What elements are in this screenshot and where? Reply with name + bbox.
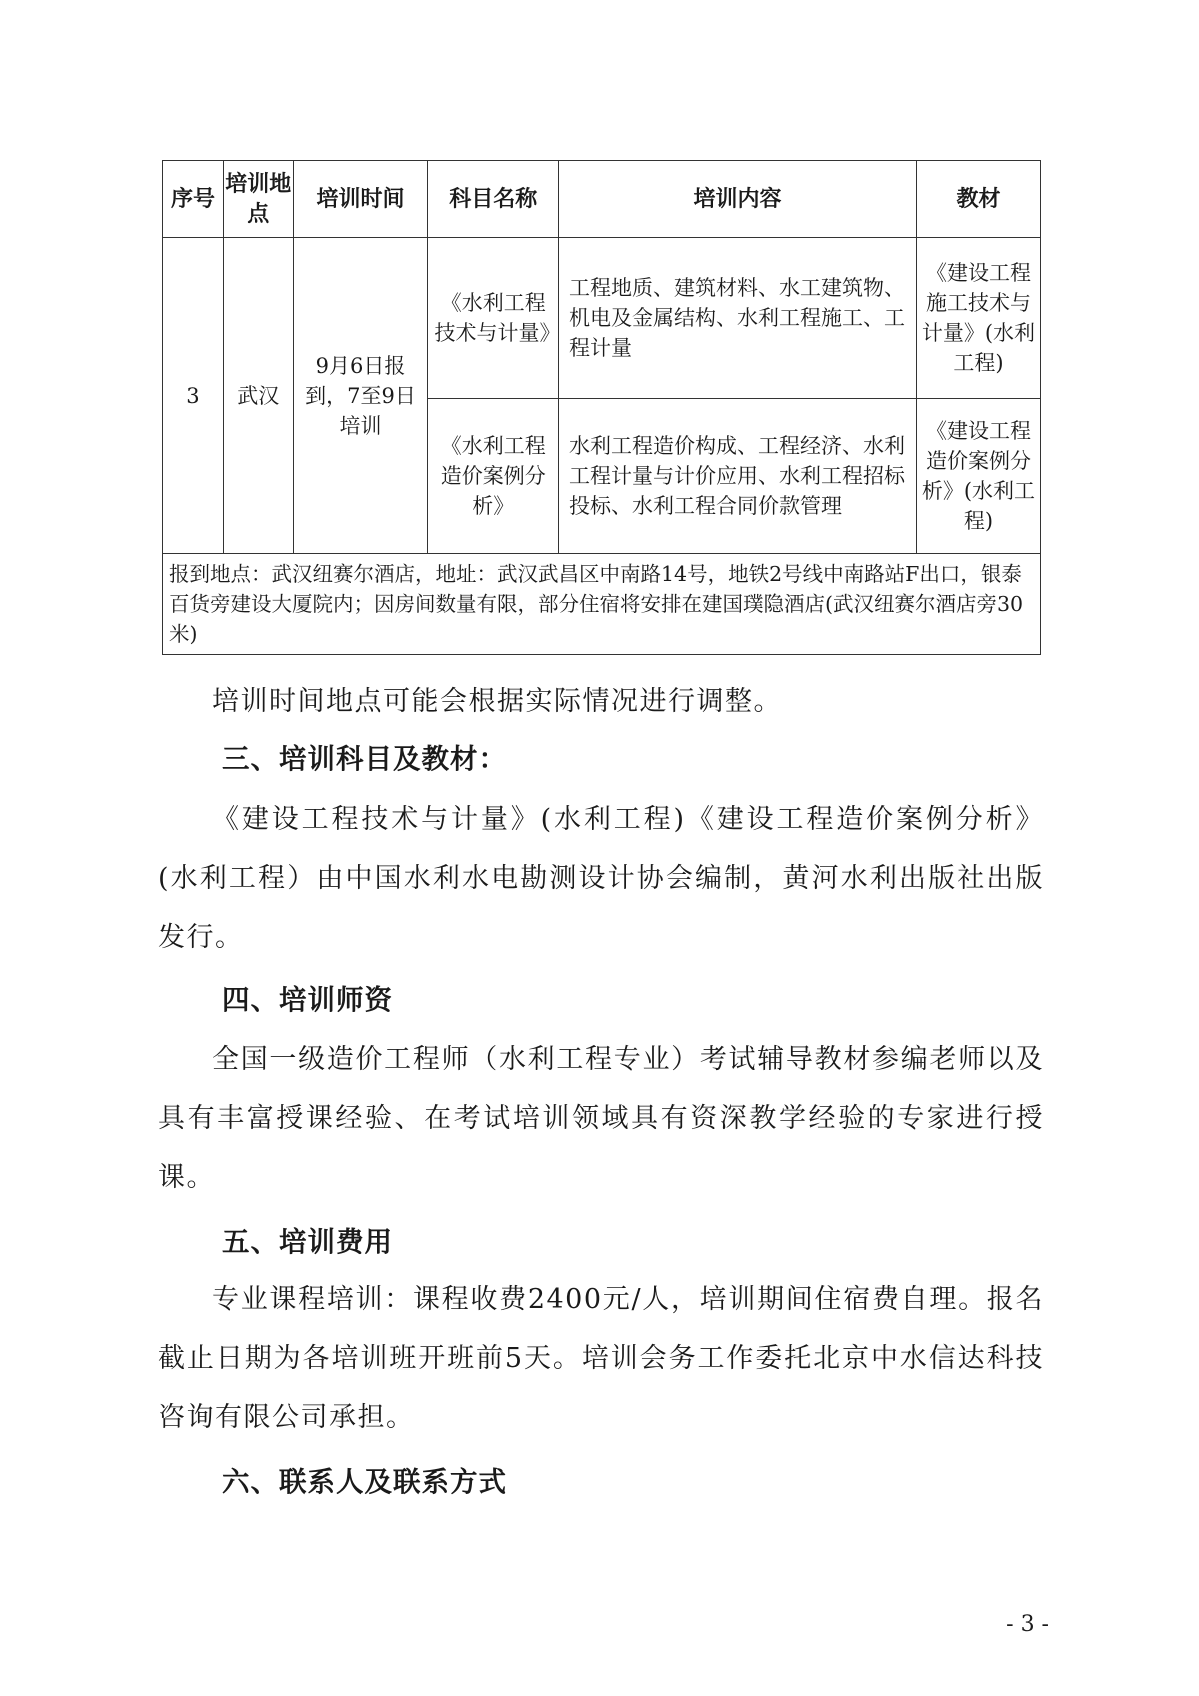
section5-text: 专业课程培训：课程收费2400元/人，培训期间住宿费自理。报名截止日期为各培训班开班前5天。培训会务工作委托北京中水信达科技咨询有限公司承担。 xyxy=(158,1284,1044,1433)
table-row xyxy=(163,238,1041,399)
cell-textbook: 《建设工程造价案例分析》(水利工程) xyxy=(916,399,1040,554)
page-number: - 3 - xyxy=(1006,1612,1049,1637)
cell-content: 水利工程造价构成、工程经济、水利工程计量与计价应用、水利工程招标投标、水利工程合同价款管理 xyxy=(559,399,917,554)
section6-heading: 六、联系人及联系方式 xyxy=(222,1466,507,1498)
cell-location: 武汉 xyxy=(223,238,293,554)
header-content: 培训内容 xyxy=(559,161,917,238)
section3-text: 《建设工程技术与计量》(水利工程)《建设工程造价案例分析》(水利工程）由中国水利水电勘测设计协会编制，黄河水利出版社出版发行。 xyxy=(158,804,1044,953)
header-seq: 序号 xyxy=(163,161,224,238)
header-time: 培训时间 xyxy=(293,161,428,238)
cell-content: 工程地质、建筑材料、水工建筑物、机电及金属结构、水利工程施工、工程计量 xyxy=(559,238,917,399)
cell-seq: 3 xyxy=(163,238,224,554)
table-header-row xyxy=(163,161,1041,238)
section5-heading: 五、培训费用 xyxy=(222,1226,393,1258)
adjustment-note: 培训时间地点可能会根据实际情况进行调整。 xyxy=(212,686,782,717)
table-note-row xyxy=(163,554,1041,655)
cell-textbook: 《建设工程施工技术与计量》(水利工程) xyxy=(916,238,1040,399)
header-location: 培训地点 xyxy=(223,161,293,238)
cell-subject: 《水利工程技术与计量》 xyxy=(428,238,559,399)
section3-heading: 三、培训科目及教材： xyxy=(222,743,507,775)
cell-subject: 《水利工程造价案例分析》 xyxy=(428,399,559,554)
header-subject: 科目名称 xyxy=(428,161,559,238)
section4-text: 全国一级造价工程师（水利工程专业）考试辅导教材参编老师以及具有丰富授课经验、在考试培训领域具有资深教学经验的专家进行授课。 xyxy=(158,1044,1044,1193)
cell-time: 9月6日报到，7至9日培训 xyxy=(293,238,428,554)
venue-note: 报到地点：武汉纽赛尔酒店，地址：武汉武昌区中南路14号，地铁2号线中南路站F出口，银泰百货旁建设大厦院内；因房间数量有限，部分住宿将安排在建国璞隐酒店(武汉纽赛尔酒店旁30米) xyxy=(163,554,1041,655)
header-textbook: 教材 xyxy=(916,161,1040,238)
section4-heading: 四、培训师资 xyxy=(222,984,393,1016)
training-schedule-table xyxy=(162,160,1041,655)
